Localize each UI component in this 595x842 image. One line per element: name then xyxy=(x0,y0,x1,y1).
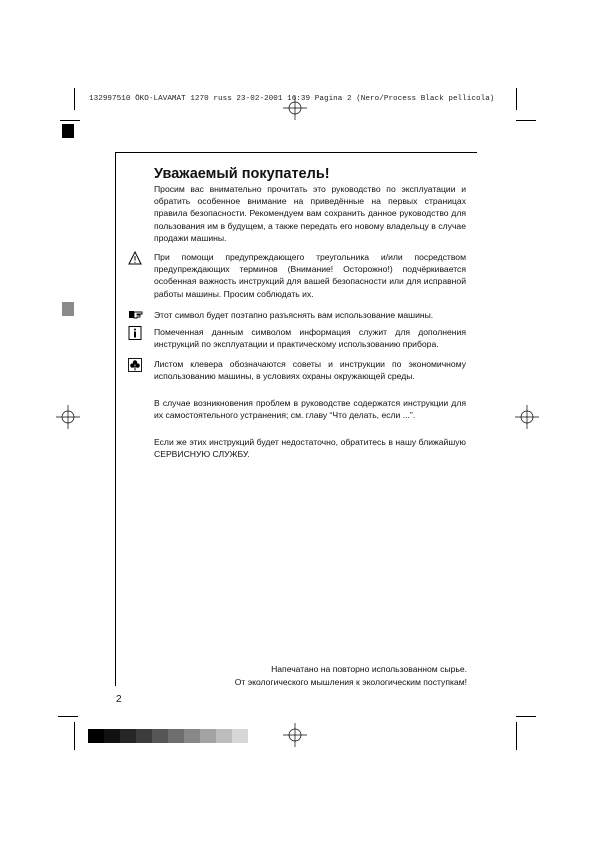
pointing-hand-icon xyxy=(128,307,144,321)
hand-paragraph: Этот символ будет поэтапно разъяснять вам использование машины. xyxy=(154,310,434,320)
problems-paragraph: В случае возникновения проблем в руководстве содержатся инструкции для их самостоятельного устранения; см. главу “Что делать, если ...”. xyxy=(154,398,466,421)
black-marker xyxy=(62,124,74,138)
registration-mark-top xyxy=(283,96,307,120)
clover-leaf-icon xyxy=(128,358,142,372)
print-header: 132997510 ÖKO-LAVAMAT 1270 russ 23-02-2001 16:39 Pagina 2 (Nero/Process Black pellicola) xyxy=(89,95,495,103)
left-rule xyxy=(115,152,116,686)
info-paragraph: Помеченная данным символом информация служит для дополнения инструкций по эксплуатации и практическому использованию прибора. xyxy=(154,327,466,350)
intro-paragraph: Просим вас внимательно прочитать это руководство по эксплуатации и обратить особенное внимание на приведённые на первых страницах правила безопасности. Рекомендуем вам сохранить данное руководство для пользования им в будущем, а также передать его новому владельцу в случае продажи машины. xyxy=(154,184,466,243)
page-title: Уважаемый покупатель! xyxy=(154,166,330,182)
service-paragraph: Если же этих инструкций будет недостаточно, обратитесь в нашу ближайшую СЕРВИСНУЮ СЛУЖБУ. xyxy=(154,437,466,460)
page-number: 2 xyxy=(116,694,122,705)
warning-triangle-icon xyxy=(128,251,142,265)
registration-mark-right xyxy=(515,405,539,429)
gray-marker xyxy=(62,302,74,316)
registration-mark-left xyxy=(56,405,80,429)
eco-slogan: От экологического мышления к экологическим поступкам! xyxy=(234,677,467,687)
recycled-note: Напечатано на повторно использованном сырье. xyxy=(271,664,467,674)
registration-mark-bottom xyxy=(283,723,307,747)
info-icon xyxy=(128,326,142,340)
top-rule xyxy=(115,152,477,153)
clover-paragraph: Листом клевера обозначаются советы и инструкции по экономичному использованию машины, в условиях охраны окружающей среды. xyxy=(154,359,466,382)
warning-paragraph: При помощи предупреждающего треугольника и/или посредством предупреждающих терминов (Внимание! Осторожно!) подчёркивается особенная важность инструкций для вашей безопасности или для исправной работы машины. Просим соблюдать их. xyxy=(154,252,466,299)
